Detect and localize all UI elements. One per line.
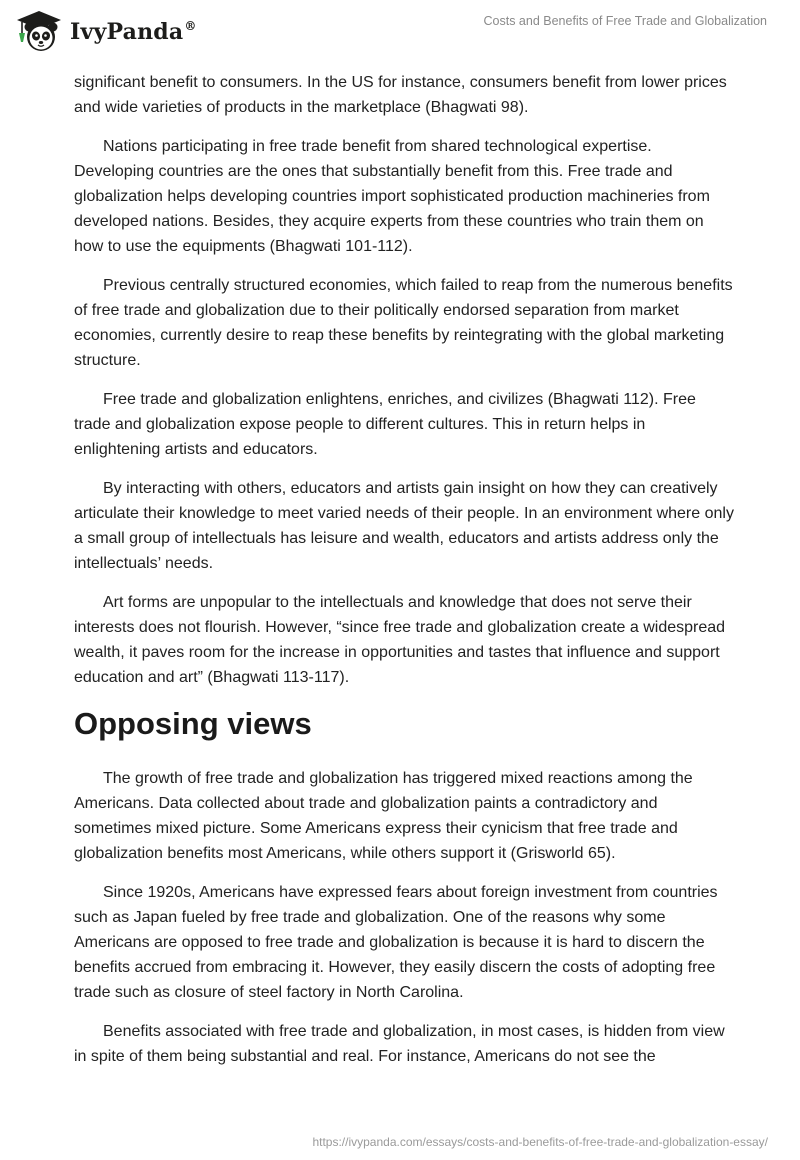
paragraph: Nations participating in free trade benefit from shared technological expertise. Developing countries are the ones that substantially benefit from this. Free trade and globalization helps developing countries import sophisticated production machineries from developed nations. Besides, they acquire experts from these countries who train them on how to use the equipments (Bhagwati 101-112). — [74, 138, 710, 255]
paragraph: Free trade and globalization enlightens, enriches, and civilizes (Bhagwati 112). Free trade and globalization expose people to different cultures. This in return helps in enlightening artists and educators. — [74, 391, 696, 458]
paragraph: Since 1920s, Americans have expressed fears about foreign investment from countries such as Japan fueled by free trade and globalization. One of the reasons why some Americans are opposed to free trade and globalization is because it is hard to discern the benefits accrued from embracing it. However, they easily discern the costs of adopting free trade such as closure of steel factory in North Carolina. — [74, 884, 718, 1001]
paragraph: Art forms are unpopular to the intellectuals and knowledge that does not serve their interests does not flourish. However, “since free trade and globalization create a widespread wealth, it paves room for the increase in opportunities and tastes that influence and support education and art” (Bhagwati 113-117). — [74, 594, 726, 686]
page-header — [0, 0, 800, 64]
paragraph: Benefits associated with free trade and globalization, in most cases, is hidden from view in spite of them being substantial and real. For instance, Americans do not see the — [74, 1023, 725, 1065]
essay-content — [74, 70, 734, 1083]
paragraph: The growth of free trade and globalization has triggered mixed reactions among the Americans. Data collected about trade and globalization paints a contradictory and sometimes mixed picture. Some Americans express their cynicism that free trade and globalization benefits most Americans, while others support it (Grisworld 65). — [74, 770, 693, 862]
document-title: Costs and Benefits of Free Trade and Globalization — [483, 14, 767, 28]
panda-graduate-icon — [14, 9, 64, 55]
source-url[interactable]: https://ivypanda.com/essays/costs-and-benefits-of-free-trade-and-globalization-essay/ — [312, 1135, 768, 1149]
ivypanda-logo[interactable] — [14, 8, 197, 56]
paragraph: By interacting with others, educators and artists gain insight on how they can creatively articulate their knowledge to meet varied needs of their people. In an environment where only a small group of intellectuals has leisure and wealth, educators and artists address only the intellectuals’ needs. — [74, 480, 734, 572]
section-heading: Opposing views — [74, 706, 312, 741]
paragraph: significant benefit to consumers. In the US for instance, consumers benefit from lower prices and wide varieties of products in the marketplace (Bhagwati 98). — [74, 74, 727, 116]
paragraph: Previous centrally structured economies, which failed to reap from the numerous benefits of free trade and globalization due to their politically endorsed separation from market economies, currently desire to reap these benefits by reintegrating with the global marketing structure. — [74, 277, 733, 369]
brand-name: IvyPanda® — [70, 19, 197, 45]
